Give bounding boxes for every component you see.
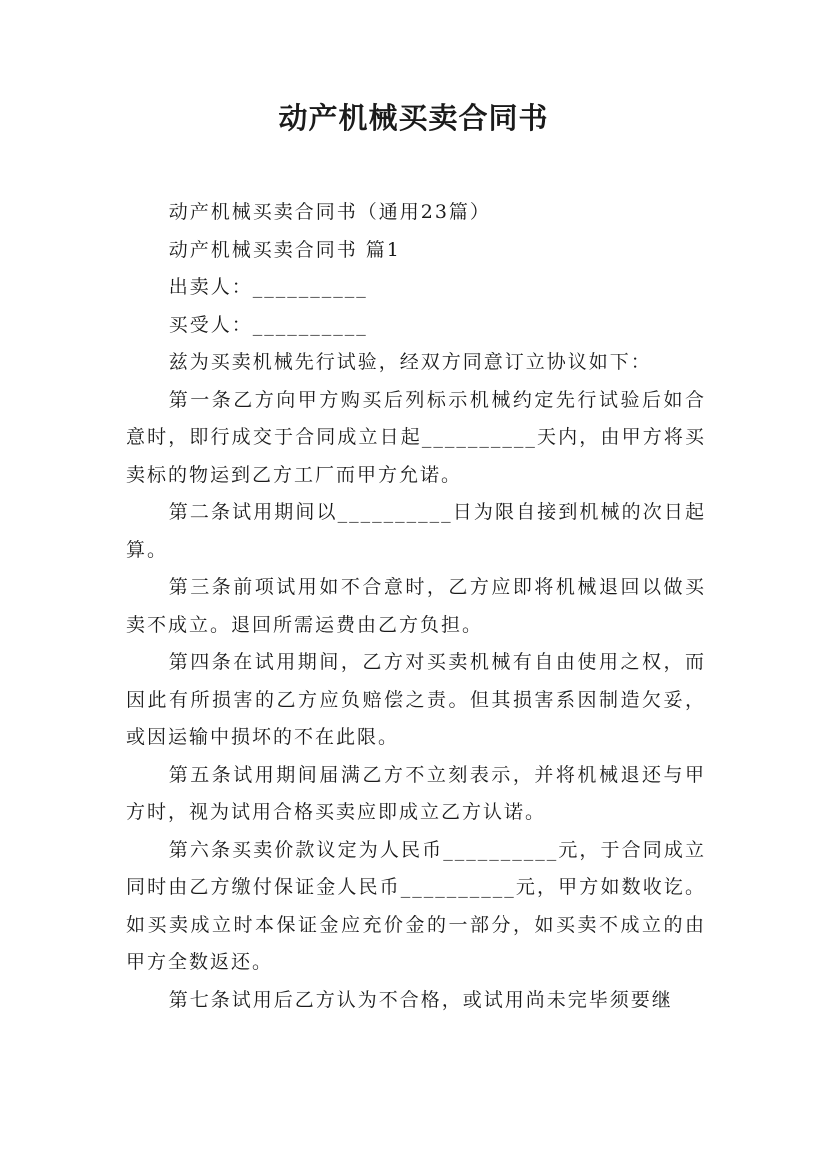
paragraph-buyer: 买受人：__________ bbox=[168, 313, 368, 336]
paragraph-article-2: 第二条试用期间以__________日为限自接到机械的次日起算。 bbox=[126, 501, 706, 561]
document-body bbox=[126, 194, 706, 1019]
paragraph-article-4: 第四条在试用期间，乙方对买卖机械有自由使用之权，而因此有所损害的乙方应负赔偿之责。但其损害系因制造欠妥，或因运输中损坏的不在此限。 bbox=[126, 651, 706, 748]
paragraph-article-7: 第七条试用后乙方认为不合格，或试用尚未完毕须要继 bbox=[168, 988, 673, 1011]
paragraph-article-1: 第一条乙方向甲方购买后列标示机械约定先行试验后如合意时，即行成交于合同成立日起__________天内，由甲方将买卖标的物运到乙方工厂而甲方允诺。 bbox=[126, 388, 706, 486]
paragraph-subtitle: 动产机械买卖合同书（通用23篇） bbox=[168, 201, 491, 223]
paragraph-article-5: 第五条试用期间届满乙方不立刻表示，并将机械退还与甲方时，视为试用合格买卖应即成立乙方认诺。 bbox=[126, 763, 706, 823]
paragraph-article-6: 第六条买卖价款议定为人民币__________元，于合同成立同时由乙方缴付保证金人民币__________元，甲方如数收讫。如买卖成立时本保证金应充价金的一部分，如买卖不成立的由甲方全数返还。 bbox=[126, 838, 706, 973]
paragraph-article-3: 第三条前项试用如不合意时，乙方应即将机械退回以做买卖不成立。退回所需运费由乙方负担。 bbox=[126, 576, 706, 636]
paragraph-preamble: 兹为买卖机械先行试验，经双方同意订立协议如下： bbox=[168, 351, 652, 373]
paragraph-seller: 出卖人：__________ bbox=[168, 276, 368, 298]
paragraph-section-heading: 动产机械买卖合同书 篇1 bbox=[168, 238, 401, 261]
document-title: 动产机械买卖合同书 bbox=[278, 101, 549, 135]
